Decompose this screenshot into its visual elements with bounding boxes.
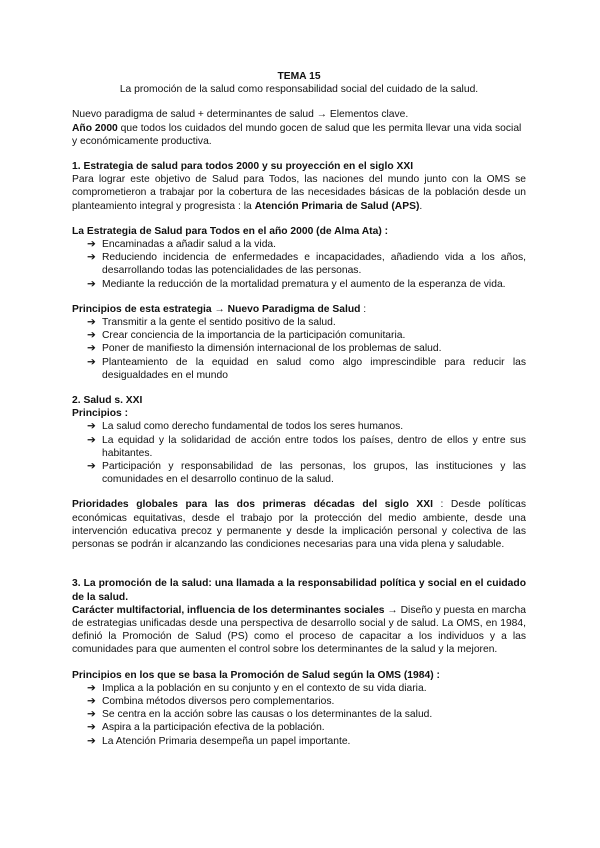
arrow-bullet-icon: ➔ (87, 695, 96, 707)
alma-ata-list (72, 238, 526, 291)
arrow-bullet-icon: ➔ (87, 682, 96, 694)
document-subtitle: La promoción de la salud como responsabilidad social del cuidado de la salud. (119, 84, 479, 96)
arrow-bullet-icon: ➔ (87, 461, 96, 473)
list-item: ➔ Implica a la población en su conjunto y en el contexto de su vida diaria. (87, 682, 427, 694)
document-title: TEMA 15 (277, 71, 321, 82)
list-item: ➔ Participación y responsabilidad de las personas, los grupos, las instituciones y las comunidades en el desarrollo continuo de la salud. (87, 461, 526, 486)
intro-line: Nuevo paradigma de salud + determinantes de salud → Elementos clave. (72, 109, 409, 121)
alma-ata-heading: La Estrategia de Salud para Todos en el año 2000 (de Alma Ata) : (72, 225, 389, 237)
section3-paragraph: Carácter multifactorial, influencia de los determinantes sociales → Diseño y puesta en marcha de estrategias unificadas desde una perspectiva de desarrollo social y de salud. La OMS, en 1984, definió la Promoción de Salud (PS) como el proceso de capacitar a los individuos y a las comunidades para que aumenten el control sobre los determinantes de la salud y la mejoren. (72, 604, 526, 656)
arrow-bullet-icon: ➔ (87, 278, 96, 290)
principles-strategy-heading: Principios de esta estrategia → Nuevo Paradigma de Salud : (72, 303, 367, 315)
list-item: ➔ Reduciendo incidencia de enfermedades e incapacidades, añadiendo vida a los años, desarrollando todas las potencialidades de las personas. (87, 252, 526, 277)
document-page (72, 70, 526, 748)
intro-paragraph: Año 2000 que todos los cuidados del mundo gocen de salud que les permita llevar una vida social y económicamente productiva. (72, 122, 522, 147)
list-item: ➔ Planteamiento de la equidad en salud como algo imprescindible para reducir las desigualdades en el mundo (87, 356, 526, 381)
arrow-bullet-icon: ➔ (87, 421, 96, 433)
section1-heading: 1. Estrategia de salud para todos 2000 y su proyección en el siglo XXI (72, 161, 414, 173)
arrow-bullet-icon: ➔ (87, 434, 96, 446)
list-item: ➔ Aspira a la participación efectiva de la población. (87, 722, 325, 734)
list-item: ➔ La Atención Primaria desempeña un papel importante. (87, 735, 351, 747)
section2-subheading: Principios : (72, 408, 129, 420)
list-item: ➔ Encaminadas a añadir salud a la vida. (87, 239, 277, 251)
section2-list (72, 420, 526, 486)
list-item: ➔ Mediante la reducción de la mortalidad prematura y el aumento de la esperanza de vida. (87, 278, 506, 290)
list-item: ➔ Combina métodos diversos pero complementarios. (87, 695, 335, 707)
list-item: ➔ Crear conciencia de la importancia de la participación comunitaria. (87, 330, 406, 342)
list-item: ➔ La equidad y la solidaridad de acción entre todos los países, dentro de ellos y entre sus habitantes. (87, 434, 526, 459)
section1-paragraph: Para lograr este objetivo de Salud para Todos, las naciones del mundo junto con la OMS se comprometieron a trabajar por la cobertura de las necesidades básicas de la población desde un planteamiento integral y progresista : la Atención Primaria de Salud (APS). (72, 174, 526, 212)
arrow-bullet-icon: ➔ (87, 722, 96, 734)
list-item: ➔ Transmitir a la gente el sentido positivo de la salud. (87, 317, 336, 329)
section2-heading: 2. Salud s. XXI (72, 395, 143, 407)
arrow-bullet-icon: ➔ (87, 709, 96, 721)
arrow-bullet-icon: ➔ (87, 356, 96, 368)
arrow-bullet-icon: ➔ (87, 330, 96, 342)
priorities-paragraph: Prioridades globales para las dos primeras décadas del siglo XXI : Desde políticas económicas equitativas, desde el trabajo por la protección del medio ambiente, desde una intervención educativa precoz y permanente y desde la implicación personal y colectiva de las personas se podrán ir alcanzando las condiciones necesarias para una vida plena y saludable. (72, 499, 526, 551)
arrow-bullet-icon: ➔ (87, 252, 96, 264)
arrow-bullet-icon: ➔ (87, 735, 96, 747)
arrow-bullet-icon: ➔ (87, 239, 96, 251)
year-2000-label: Año 2000 (72, 122, 118, 134)
list-item: ➔ La salud como derecho fundamental de todos los seres humanos. (87, 421, 404, 433)
arrow-bullet-icon: ➔ (87, 343, 96, 355)
principles-ps-heading: Principios en los que se basa la Promoción de Salud según la OMS (1984) : (72, 669, 440, 681)
principles-ps-list (72, 682, 526, 748)
section3-heading: 3. La promoción de la salud: una llamada a la responsabilidad política y social en el cuidado de la salud. (72, 578, 526, 603)
list-item: ➔ Poner de manifiesto la dimensión internacional de los problemas de salud. (87, 343, 442, 355)
principles-strategy-list (72, 316, 526, 382)
arrow-bullet-icon: ➔ (87, 317, 96, 329)
list-item: ➔ Se centra en la acción sobre las causas o los determinantes de la salud. (87, 709, 433, 721)
